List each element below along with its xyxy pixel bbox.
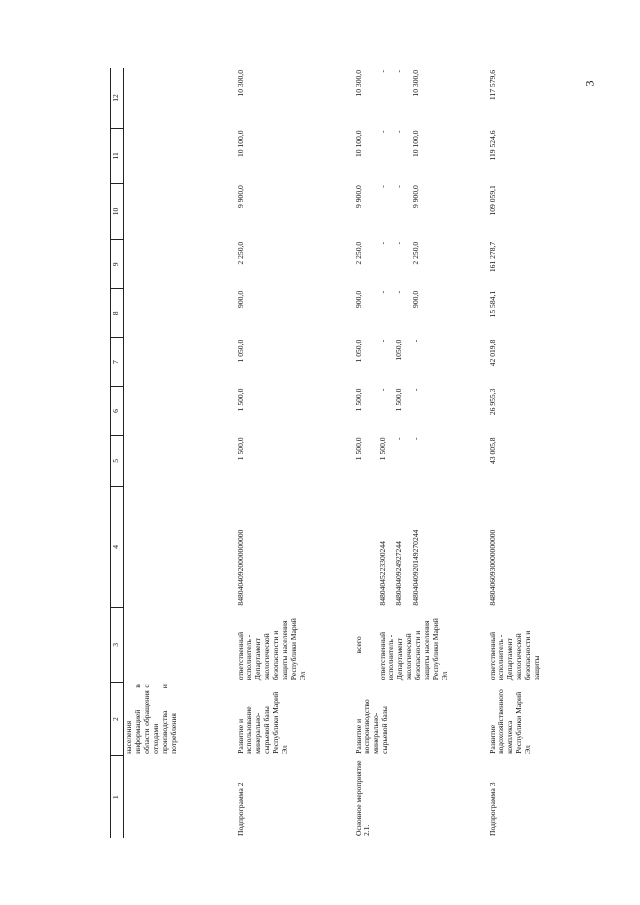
cell-value: - [377,290,387,294]
cell-value: - [394,70,404,73]
cell-value: 1 500,0 [377,437,387,461]
cell-value: 9 900,0 [235,185,245,208]
cell-value: 1 500,0 [353,388,363,412]
cell-executor: ответственный исполнитель - Департамент экологической безопасности и защиты населения Республики Марий Эл [235,618,308,681]
finance-table [110,68,568,838]
cell-value: - [411,339,421,343]
cell-value: 2 250,0 [235,241,245,265]
cell-value: 1050,0 [394,339,404,361]
cell-value: - [394,130,404,133]
cell-value-group [378,289,488,338]
cell-value: 117 579,6 [487,70,497,101]
cell-program: Основное мероприятие 2.1. [353,760,372,836]
cell-value [124,68,236,128]
cell-value: - [411,437,421,440]
code-line: 84804040924927244 [394,541,404,606]
cell-value-group [378,183,488,240]
cell-name: Развитие и воспроизводство минерально-сырьевой базы [353,699,390,754]
cell-value: 1 500,0 [235,437,245,461]
cell-value: 10 300,0 [235,70,245,97]
cell-value [124,183,236,240]
cell-value-group [378,435,488,486]
cell-value [124,240,236,289]
cell-code: 84804040920000000000 [235,529,245,606]
cell-value: 9 900,0 [353,185,363,208]
cell-value: 2 250,0 [411,241,421,265]
cell-value [124,435,236,486]
cell-name: Развитие и использование минерально-сырьевой базы Республики Марий Эл [235,691,290,754]
col-header: 4 [111,486,124,607]
cell-value: - [394,437,404,440]
cell-value: 10 100,0 [353,130,363,158]
cell-value: 1 500,0 [394,388,404,412]
cell-executor: ответственный исполнитель - Департамент экологической безопасности и защиты [487,630,542,681]
cell-name: Развитие водохозяйственного комплекса Республики Марий Эл [487,689,533,754]
cell-value: 2 250,0 [353,241,363,265]
col-header: 5 [111,435,124,486]
table-row [354,68,378,838]
cell-code: 84804060930000000000 [487,529,497,606]
code-line: 84804045223300244 [377,541,387,606]
cell-code [354,486,378,607]
cell-value [124,338,236,387]
cell-value [124,128,236,183]
cell-value: 1 050,0 [353,339,363,363]
cell-value-group [378,128,488,183]
cell-program: Подпрограмма 2 [235,782,245,836]
cell-value: 900,0 [411,290,421,308]
cell-program [124,756,236,838]
cell-value: 109 059,1 [487,185,497,216]
cell-value: 161 278,7 [487,241,497,273]
table-row [124,68,236,838]
cell-value: 1 050,0 [235,339,245,363]
col-header: 7 [111,338,124,387]
col-header: 2 [111,682,124,756]
cell-value-group [378,68,488,128]
cell-value: 42 019,8 [487,339,497,367]
cell-value: 10 300,0 [353,70,363,97]
cell-code [124,486,236,607]
cell-value: 10 100,0 [235,130,245,158]
cell-value: - [411,388,421,392]
cell-executor: ответственный исполнитель - Департамент экологической безопасности и защиты населения Республики Марий Эл [377,618,450,681]
page-number: 3 [582,80,597,87]
col-header: 9 [111,240,124,289]
cell-program: Подпрограмма 3 [487,782,497,836]
cell-value: - [377,339,387,343]
cell-value [124,289,236,338]
cell-value: 9 900,0 [411,185,421,208]
cell-value: 900,0 [353,290,363,308]
cell-value: 15 584,1 [487,290,497,318]
cell-value: - [377,241,387,245]
cell-name: населения информацией в области обращения с отходами производства и потребления [124,684,178,754]
cell-value: 119 524,6 [487,130,497,161]
table-row [236,68,354,838]
cell-value: 26 955,3 [487,388,497,416]
col-header: 11 [111,128,124,183]
cell-value: - [377,70,387,73]
cell-value: 10 100,0 [411,130,421,158]
col-header: 1 [111,756,124,838]
cell-value-group [378,338,488,387]
cell-value: 1 500,0 [235,388,245,412]
cell-value: 900,0 [235,290,245,308]
header-row [111,68,124,838]
cell-codes [378,486,488,607]
code-line: 84804040920149270244 [411,529,421,606]
cell-executor [124,608,236,683]
cell-value: - [394,185,404,188]
cell-value [124,387,236,436]
cell-value: - [394,290,404,294]
cell-value: 10 300,0 [411,70,421,97]
col-header: 3 [111,608,124,683]
cell-value-group [378,387,488,436]
cell-value-group [378,240,488,289]
cell-executor: всего [353,636,363,654]
cell-value: - [377,130,387,133]
col-header: 8 [111,289,124,338]
col-header: 12 [111,68,124,128]
cell-value: - [394,241,404,245]
cell-value: - [377,185,387,188]
table-row [488,68,568,838]
cell-value: 43 005,8 [487,437,497,465]
cell-value: 1 500,0 [353,437,363,461]
cell-value: - [377,388,387,392]
col-header: 10 [111,183,124,240]
col-header: 6 [111,387,124,436]
